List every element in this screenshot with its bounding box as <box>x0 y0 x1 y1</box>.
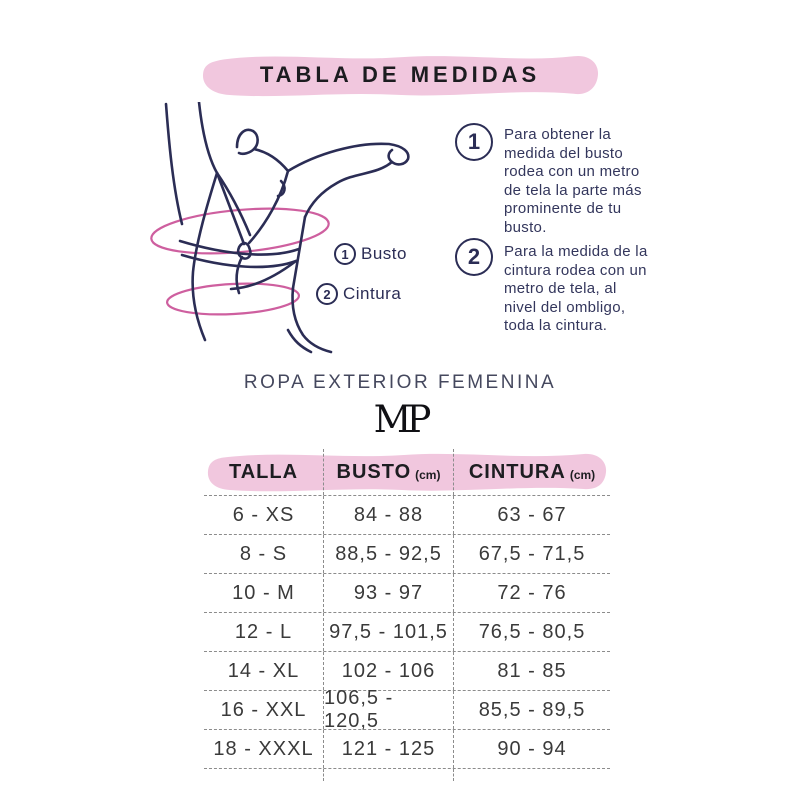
table-row <box>204 687 610 732</box>
header-talla <box>204 449 324 495</box>
table-row <box>204 574 610 613</box>
size-cell: 16 - XXL <box>204 691 324 729</box>
instruction-2-number: 2 <box>455 238 493 276</box>
busto-cell: 102 - 106 <box>324 652 454 690</box>
cintura-label: Cintura <box>343 284 402 303</box>
section-heading: ROPA EXTERIOR FEMENINA <box>243 372 557 393</box>
size-table <box>204 449 610 781</box>
table-row <box>204 535 610 574</box>
table-header-row <box>204 449 610 496</box>
header-cintura-unit: (cm) <box>569 467 596 482</box>
header-busto-label: BUSTO <box>336 460 412 483</box>
diagram-label-busto <box>334 243 407 265</box>
title-band <box>198 50 602 100</box>
instruction-2-text: Para la medida de la cintura rodea con un metro de tela, al nivel del ombligo, toda la cintura. <box>504 243 648 335</box>
size-cell: 12 - L <box>204 613 324 651</box>
size-cell: 10 - M <box>204 574 324 612</box>
cintura-cell: 76,5 - 80,5 <box>478 620 586 643</box>
brand-logo: MP <box>373 398 427 441</box>
table-row <box>204 730 610 769</box>
size-cell: 14 - XL <box>204 652 324 690</box>
header-cintura <box>454 449 610 495</box>
busto-label: Busto <box>361 244 407 263</box>
cintura-cell: 90 - 94 <box>497 737 567 760</box>
cintura-cell: 72 - 76 <box>497 581 567 604</box>
size-cell: 6 - XS <box>204 496 324 534</box>
diagram-label-cintura <box>316 283 401 305</box>
table-tail <box>204 769 610 781</box>
torso-illustration <box>140 102 450 354</box>
busto-cell: 121 - 125 <box>324 730 454 768</box>
header-busto <box>324 449 454 495</box>
waist-ellipse <box>166 281 299 318</box>
cintura-cell: 81 - 85 <box>497 659 567 682</box>
header-busto-unit: (cm) <box>415 467 441 482</box>
busto-cell: 106,5 - 120,5 <box>324 691 454 729</box>
header-talla-label: TALLA <box>228 460 299 483</box>
circled-number-2: 2 <box>316 283 338 305</box>
circled-number-1: 1 <box>334 243 356 265</box>
table-row <box>204 496 610 535</box>
table-row <box>204 613 610 652</box>
header-cintura-label: CINTURA <box>468 460 566 483</box>
busto-cell: 88,5 - 92,5 <box>324 535 454 573</box>
table-row <box>204 652 610 691</box>
instruction-1-number: 1 <box>455 123 493 161</box>
cintura-cell: 85,5 - 89,5 <box>478 698 586 721</box>
busto-cell: 84 - 88 <box>324 496 454 534</box>
instruction-1-text: Para obtener la medida del busto rodea con un metro de tela la parte más prominente de tu busto. <box>504 126 642 236</box>
size-cell: 18 - XXXL <box>204 730 324 768</box>
size-cell: 8 - S <box>204 535 324 573</box>
cintura-cell: 63 - 67 <box>497 503 567 526</box>
busto-cell: 93 - 97 <box>324 574 454 612</box>
busto-cell: 97,5 - 101,5 <box>324 613 454 651</box>
page-title: TABLA DE MEDIDAS <box>259 62 541 87</box>
measurement-diagram <box>140 102 450 354</box>
cintura-cell: 67,5 - 71,5 <box>478 542 586 565</box>
